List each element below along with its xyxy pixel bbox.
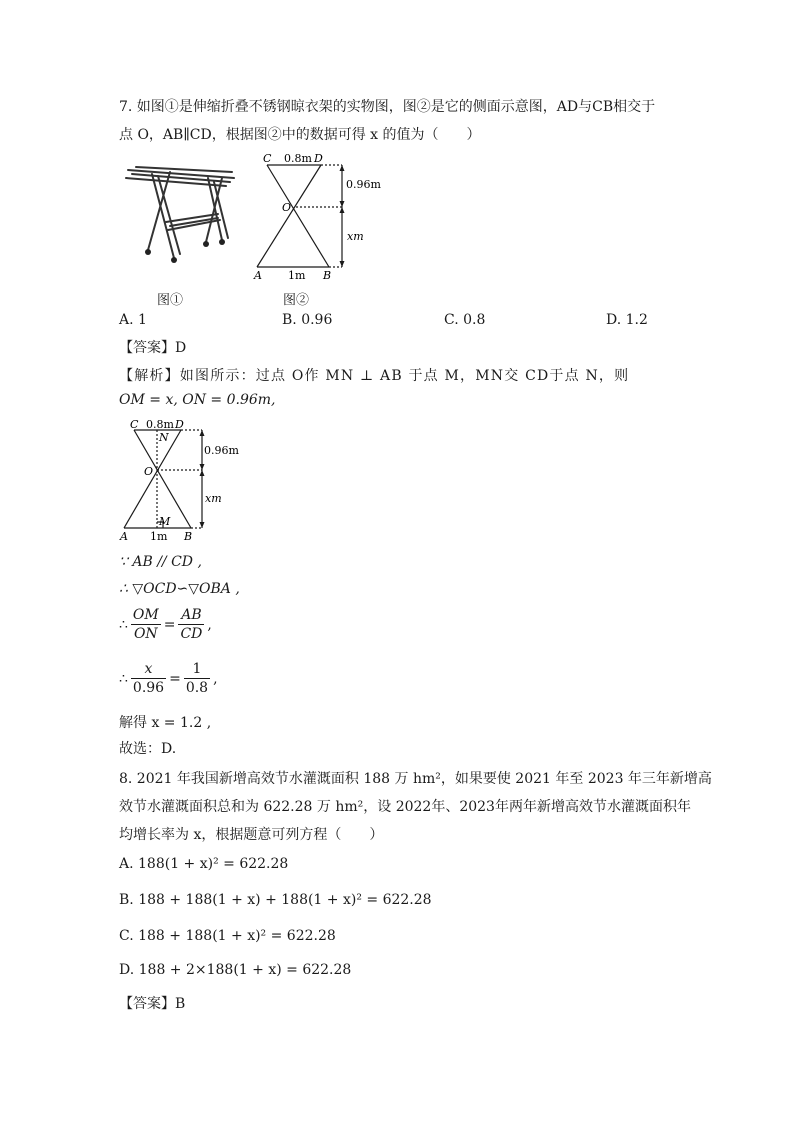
fig3-label-N: N	[159, 431, 169, 444]
fig2-bottom-length: 1m	[288, 269, 306, 282]
q8-stem-line2: 效节水灌溉面积总和为 622.28 万 hm²，设 2022年、2023年两年新增高效节水灌溉面积年	[119, 799, 691, 815]
fig2-label-A: A	[254, 269, 262, 282]
fig2-label-B: B	[323, 269, 332, 282]
fig2-top-length: 0.8m	[284, 152, 312, 165]
q7-option-c: C. 0.8	[444, 312, 486, 328]
q7-solve: 解得 x = 1.2 ,	[119, 715, 212, 731]
fig3-label-M: M	[159, 515, 171, 528]
fig2-label-D: D	[314, 152, 323, 165]
fig3-label-B: B	[184, 530, 193, 543]
fig3-lower-height: xm	[205, 492, 222, 505]
q7-analysis-line1: 【解析】如图所示：过点 O作 MN ⊥ AB 于点 M，MN交 CD于点 N，则	[119, 368, 630, 384]
fraction-x-096: $\frac{x}{0.96}$	[132, 661, 165, 696]
q8-option-c: C. 188 + 188(1 + x)² = 622.28	[119, 928, 336, 944]
fig3-label-A: A	[120, 530, 128, 543]
fig3-label-C: C	[130, 418, 139, 431]
fig3-label-D: D	[175, 418, 184, 431]
q8-option-d: D. 188 + 2×188(1 + x) = 622.28	[119, 962, 352, 978]
fig2-label-C: C	[263, 152, 272, 165]
q7-option-b: B. 0.96	[282, 312, 333, 328]
fig2-lower-height: xm	[347, 230, 364, 243]
q8-stem-line1: 8. 2021 年我国新增高效节水灌溉面积 188 万 hm²，如果要使 2021 年至 2023 年三年新增高	[119, 771, 712, 787]
q7-stem-line2: 点 O，AB∥CD，根据图②中的数据可得 x 的值为（ ）	[119, 127, 481, 143]
therefore-symbol: ∴	[119, 670, 128, 687]
fraction-om-on: $\frac{OM}{ON}$	[132, 607, 159, 642]
drying-rack-photo	[122, 158, 240, 270]
q7-step3: ∴ $\frac{OM}{ON}$ = $\frac{AB}{CD}$ ,	[119, 607, 212, 642]
q7-answer: 【答案】D	[119, 340, 187, 356]
fig3-upper-height: 0.96m	[204, 444, 239, 457]
q8-stem-line3: 均增长率为 x，根据题意可列方程（ ）	[119, 827, 384, 843]
analysis-diagram	[115, 418, 245, 546]
side-diagram	[250, 150, 381, 285]
fraction-ab-cd: $\frac{AB}{CD}$	[180, 607, 203, 642]
q8-option-b: B. 188 + 188(1 + x) + 188(1 + x)² = 622.28	[119, 892, 432, 908]
fig3-label-O: O	[144, 465, 154, 478]
fig2-caption: 图②	[283, 293, 310, 308]
q7-step4: ∴ $\frac{x}{0.96}$ = $\frac{1}{0.8}$ ,	[119, 661, 218, 696]
q7-step2: ∴ ▽OCD∽▽OBA ,	[119, 581, 240, 597]
q7-stem-line1: 7. 如图①是伸缩折叠不锈钢晾衣架的实物图，图②是它的侧面示意图，AD与CB相交于	[119, 99, 656, 115]
fig3-top-length: 0.8m	[146, 418, 174, 431]
therefore-symbol: ∴	[119, 616, 128, 633]
q7-analysis-line2: OM = x, ON = 0.96m,	[119, 392, 276, 408]
fig2-upper-height: 0.96m	[346, 178, 381, 191]
q8-answer: 【答案】B	[119, 996, 186, 1012]
q7-choose: 故选：D.	[119, 741, 177, 757]
fraction-1-08: $\frac{1}{0.8}$	[185, 661, 209, 696]
fig3-bottom-length: 1m	[150, 530, 168, 543]
q7-step1: ∵ AB // CD ,	[119, 554, 202, 570]
q8-option-a: A. 188(1 + x)² = 622.28	[119, 856, 289, 872]
q7-option-a: A. 1	[119, 312, 147, 328]
fig2-label-O: O	[282, 201, 292, 214]
fig1-caption: 图①	[157, 293, 184, 308]
q7-option-d: D. 1.2	[606, 312, 648, 328]
